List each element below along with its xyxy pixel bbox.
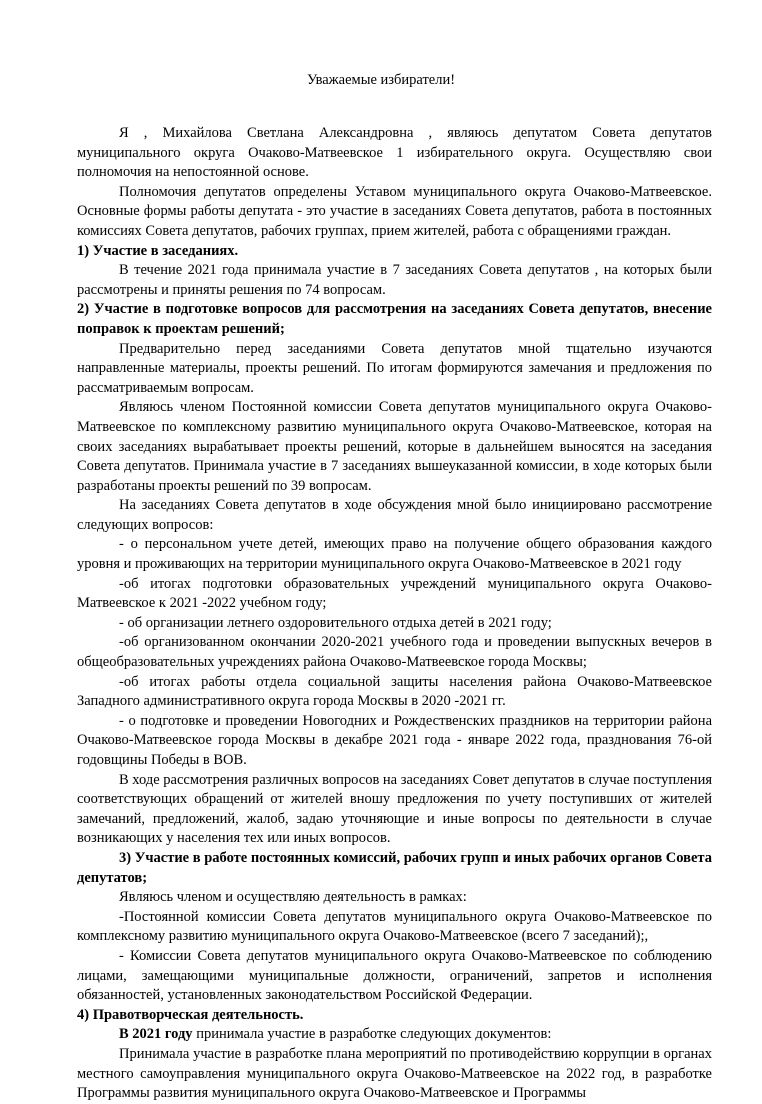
- paragraph-text: Являюсь членом и осуществляю деятельность в рамках:: [119, 889, 467, 906]
- paragraph-text: -Постоянной комиссии Совета депутатов муниципального округа Очаково-Матвеевское по комплексному развитию муниципального округа Очаково-Матвеевское (всего 7 заседаний);,: [77, 908, 712, 945]
- paragraph: [77, 614, 712, 634]
- paragraph: [77, 712, 712, 771]
- paragraph-text: -об итогах подготовки образовательных учреждений муниципального округа Очаково-Матвеевское к 2021 -2022 учебном году;: [77, 575, 712, 612]
- bold-lead: В 2021 году: [119, 1026, 193, 1043]
- paragraph: [77, 340, 712, 399]
- paragraph-text: - Комиссии Совета депутатов муниципального округа Очаково-Матвеевское по соблюдению лицами, замещающими муниципальные должности, ограничений, запретов и исполнения обязанностей, установленных законодательством Российской Федерации.: [77, 947, 712, 1004]
- paragraph-text: 2) Участие в подготовке вопросов для рассмотрения на заседаниях Совета депутатов, внесение поправок к проектам решений;: [77, 301, 712, 337]
- paragraph-text: В течение 2021 года принимала участие в 7 заседаниях Совета депутатов , на которых были рассмотрены и приняты решения по 74 вопросам.: [77, 262, 712, 298]
- paragraph-text: 3) Участие в работе постоянных комиссий, рабочих групп и иных рабочих органов Совета депутатов;: [77, 849, 712, 886]
- paragraph-text: На заседаниях Совета депутатов в ходе обсуждения мной было инициировано рассмотрение следующих вопросов:: [77, 497, 712, 533]
- paragraph: [77, 1025, 712, 1045]
- paragraph-text: - о персональном учете детей, имеющих право на получение общего образования каждого уровня и проживающих на территории муниципального округа Очаково-Матвеевское в 2021 году: [77, 536, 712, 573]
- paragraph-text: принимала участие в разработке следующих документов:: [192, 1026, 552, 1043]
- paragraph: [77, 673, 712, 712]
- paragraph-text: Принимала участие в разработке плана мероприятий по противодействию коррупции в органах местного самоуправления муниципального округа Очаково-Матвеевское на 2022 год, в разработке Программы развития муниципального округа Очаково-Матвеевское и Программы: [77, 1045, 712, 1102]
- paragraph: [77, 124, 712, 183]
- paragraph: [77, 261, 712, 300]
- section-heading: [77, 300, 712, 339]
- paragraph-text: - о подготовке и проведении Новогодних и Рождественских праздников на территории района Очаково-Матвеевское города Москвы в декабре 2021 года - январе 2022 года, празднования 76-ой годовщины Победы в ВОВ.: [77, 712, 712, 768]
- paragraph: [77, 771, 712, 849]
- paragraph-text: В ходе рассмотрения различных вопросов на заседаниях Совет депутатов в случае поступления соответствующих обращений от жителей вношу предложения по учету поступивших от жителей замечаний, предложений, жалоб, задаю уточняющие и иные вопросы по деятельности в случае возникающих у населения тех или иных вопросов.: [77, 771, 712, 847]
- paragraph-text: -об итогах работы отдела социальной защиты населения района Очаково-Матвеевское Западного административного округа города Москвы в 2020 -2021 гг.: [77, 673, 712, 710]
- paragraph: [77, 535, 712, 574]
- paragraph-text: Являюсь членом Постоянной комиссии Совета депутатов муниципального округа Очаково-Матвеевское по комплексному развитию муниципального округа Очаково-Матвеевское, которая на своих заседаниях вырабатывает проекты решений, которые в дальнейшем выносятся на заседания Совета депутатов. Принимала участие в 7 заседаниях вышеуказанной комиссии, в ходе которых были разработаны проекты решений по 39 вопросам.: [77, 399, 712, 494]
- paragraph-text: Я , Михайлова Светлана Александровна , являюсь депутатом Совета депутатов муниципального округа Очаково-Матвеевское 1 избирательного округа. Осуществляю свои полномочия на непостоянной основе.: [77, 125, 712, 181]
- document-body: [77, 124, 712, 1104]
- paragraph-text: - об организации летнего оздоровительного отдыха детей в 2021 году;: [119, 614, 552, 631]
- paragraph-text: 4) Правотворческая деятельность.: [77, 1006, 304, 1023]
- section-heading: [77, 242, 712, 262]
- page-title: Уважаемые избиратели!: [306, 72, 456, 88]
- paragraph: [77, 908, 712, 947]
- section-heading: [77, 849, 712, 888]
- paragraph: [77, 496, 712, 535]
- paragraph: [77, 398, 712, 496]
- paragraph-text: 1) Участие в заседаниях.: [77, 242, 239, 259]
- paragraph: [77, 575, 712, 614]
- paragraph-text: Полномочия депутатов определены Уставом муниципального округа Очаково-Матвеевское. Основные формы работы депутата - это участие в заседаниях Совета депутатов, работа в постоянных комиссиях Совета депутатов, рабочих группах, прием жителей, работа с обращениями граждан.: [77, 183, 712, 239]
- paragraph: [77, 183, 712, 242]
- paragraph-text: -об организованном окончании 2020-2021 учебного года и проведении выпускных вечеров в общеобразовательных учреждениях района Очаково-Матвеевское города Москвы;: [77, 634, 712, 671]
- section-heading: [77, 1006, 712, 1026]
- paragraph: [77, 1045, 712, 1104]
- paragraph-text: Предварительно перед заседаниями Совета депутатов мной тщательно изучаются направленные материалы, проекты решений. По итогам формируются замечания и предложения по рассматриваемым вопросам.: [77, 340, 712, 396]
- paragraph: [77, 888, 712, 908]
- paragraph: [77, 633, 712, 672]
- paragraph: [77, 947, 712, 1006]
